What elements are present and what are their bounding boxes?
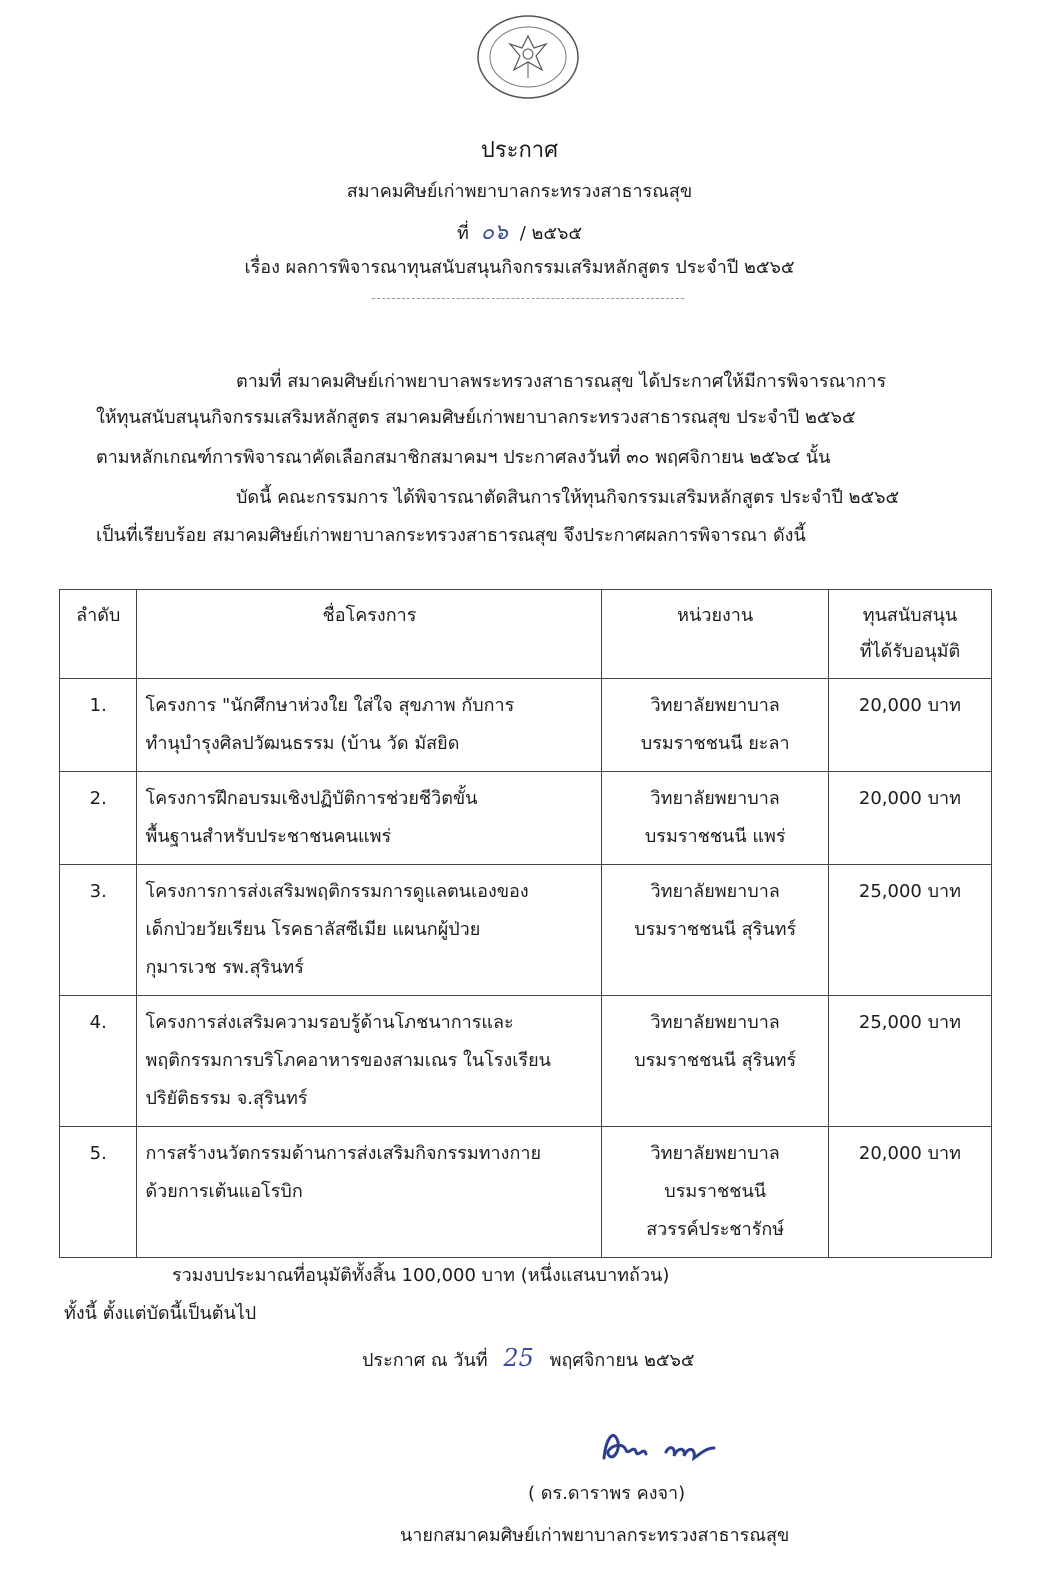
table-row — [60, 865, 992, 996]
header-divider — [372, 298, 684, 299]
table-row — [60, 772, 992, 865]
unit-line: วิทยาลัยพยาบาล — [650, 881, 780, 902]
row-amount: 20,000 บาท — [828, 772, 991, 865]
row-unit — [602, 865, 828, 996]
project-name-line: โครงการ "นักศึกษาห่วงใย ใส่ใจ สุขภาพ กับการ — [145, 695, 515, 716]
announcement-subject: เรื่อง ผลการพิจารณาทุนสนับสนุนกิจกรรมเสริมหลักสูตร ประจำปี ๒๕๖๕ — [244, 257, 795, 278]
unit-line: บรมราชชนนี สุรินทร์ — [634, 919, 797, 940]
body-line-4: บัดนี้ คณะกรรมการ ได้พิจารณาตัดสินการให้ทุนกิจกรรมเสริมหลักสูตร ประจำปี ๒๕๖๕ — [236, 487, 900, 508]
unit-line: สวรรค์ประชารักษ์ — [646, 1219, 785, 1240]
project-name-line: กุมารเวช รพ.สุรินทร์ — [145, 957, 304, 978]
body-line-2: ให้ทุนสนับสนุนกิจกรรมเสริมหลักสูตร สมาคมศิษย์เก่าพยาบาลกระทรวงสาธารณสุข ประจำปี ๒๕๖๕ — [96, 407, 856, 428]
row-no: 3. — [60, 865, 137, 996]
date-prefix: ประกาศ ณ วันที่ — [362, 1350, 488, 1371]
project-name-line: เด็กป่วยวัยเรียน โรคธาลัสซีเมีย แผนกผู้ป่วย — [145, 919, 481, 940]
signer-title: นายกสมาคมศิษย์เก่าพยาบาลกระทรวงสาธารณสุข — [400, 1525, 790, 1546]
header-amount-line-1: ทุนสนับสนุน — [862, 605, 958, 626]
total-budget: รวมงบประมาณที่อนุมัติทั้งสิ้น 100,000 บาท (หนึ่งแสนบาทถ้วน) — [172, 1265, 670, 1286]
effective-date: ทั้งนี้ ตั้งแต่บัดนี้เป็นต้นไป — [64, 1303, 257, 1324]
project-name-line: โครงการการส่งเสริมพฤติกรรมการดูแลตนเองของ — [145, 881, 529, 902]
header-unit: หน่วยงาน — [602, 590, 828, 679]
row-unit — [602, 772, 828, 865]
row-no: 5. — [60, 1127, 137, 1258]
body-line-1: ตามที่ สมาคมศิษย์เก่าพยาบาลพระทรวงสาธารณสุข ได้ประกาศให้มีการพิจารณาการ — [236, 371, 887, 392]
page-title: ประกาศ — [480, 138, 559, 163]
announcement-date — [362, 1344, 695, 1374]
header-project-name: ชื่อโครงการ — [137, 590, 602, 679]
number-suffix: / ๒๕๖๕ — [519, 223, 583, 244]
project-name-line: พื้นฐานสำหรับประชาชนคนแพร่ — [145, 826, 392, 847]
header-no: ลำดับ — [60, 590, 137, 679]
header-amount-line-2: ที่ได้รับอนุมัติ — [859, 641, 961, 662]
signer-name: ( ดร.ดาราพร คงจา) — [528, 1483, 686, 1504]
row-unit — [602, 996, 828, 1127]
row-unit — [602, 1127, 828, 1258]
body-line-3: ตามหลักเกณฑ์การพิจารณาคัดเลือกสมาชิกสมาคมฯ ประกาศลงวันที่ ๓๐ พฤศจิกายน ๒๕๖๔ นั้น — [96, 447, 831, 468]
association-seal-icon — [476, 14, 580, 100]
project-name-line: ปริยัติธรรม จ.สุรินทร์ — [145, 1088, 308, 1109]
unit-line: วิทยาลัยพยาบาล — [650, 788, 780, 809]
row-no: 4. — [60, 996, 137, 1127]
project-name-line: การสร้างนวัตกรรมด้านการส่งเสริมกิจกรรมทางกาย — [145, 1143, 541, 1164]
unit-line: บรมราชชนนี ยะลา — [640, 733, 790, 754]
project-name-line: พฤติกรรมการบริโภคอาหารของสามเณร ในโรงเรียน — [145, 1050, 551, 1071]
header-amount — [828, 590, 991, 679]
grant-table — [59, 589, 992, 1258]
unit-line: วิทยาลัยพยาบาล — [650, 1143, 780, 1164]
body-line-5: เป็นที่เรียบร้อย สมาคมศิษย์เก่าพยาบาลกระทรวงสาธารณสุข จึงประกาศผลการพิจารณา ดังนี้ — [96, 525, 806, 546]
organization-name: สมาคมศิษย์เก่าพยาบาลกระทรวงสาธารณสุข — [346, 181, 693, 202]
row-project-name — [137, 865, 602, 996]
unit-line: บรมราชชนนี สุรินทร์ — [634, 1050, 797, 1071]
row-amount: 20,000 บาท — [828, 1127, 991, 1258]
project-name-line: โครงการฝึกอบรมเชิงปฏิบัติการช่วยชีวิตขั้น — [145, 788, 478, 809]
number-handwritten: ๐๖ — [480, 220, 508, 245]
date-month-year: พฤศจิกายน ๒๕๖๕ — [549, 1350, 695, 1371]
table-header-row — [60, 590, 992, 679]
row-amount: 25,000 บาท — [828, 865, 991, 996]
table-row — [60, 679, 992, 772]
table-row — [60, 996, 992, 1127]
number-prefix: ที่ — [456, 223, 469, 244]
signature-icon — [596, 1418, 726, 1474]
unit-line: วิทยาลัยพยาบาล — [650, 695, 780, 716]
row-project-name — [137, 996, 602, 1127]
row-amount: 20,000 บาท — [828, 679, 991, 772]
row-no: 2. — [60, 772, 137, 865]
project-name-line: ด้วยการเต้นแอโรบิก — [145, 1181, 303, 1202]
row-project-name — [137, 1127, 602, 1258]
project-name-line: โครงการส่งเสริมความรอบรู้ด้านโภชนาการและ — [145, 1012, 514, 1033]
announcement-number — [0, 214, 1039, 249]
table-row — [60, 1127, 992, 1258]
unit-line: วิทยาลัยพยาบาล — [650, 1012, 780, 1033]
row-no: 1. — [60, 679, 137, 772]
unit-line: บรมราชชนนี แพร่ — [644, 826, 786, 847]
project-name-line: ทำนุบำรุงศิลปวัฒนธรรม (บ้าน วัด มัสยิด — [145, 733, 460, 754]
unit-line: บรมราชชนนี — [664, 1181, 767, 1202]
row-amount: 25,000 บาท — [828, 996, 991, 1127]
row-project-name — [137, 679, 602, 772]
date-day-handwritten: 25 — [503, 1344, 534, 1372]
row-project-name — [137, 772, 602, 865]
row-unit — [602, 679, 828, 772]
